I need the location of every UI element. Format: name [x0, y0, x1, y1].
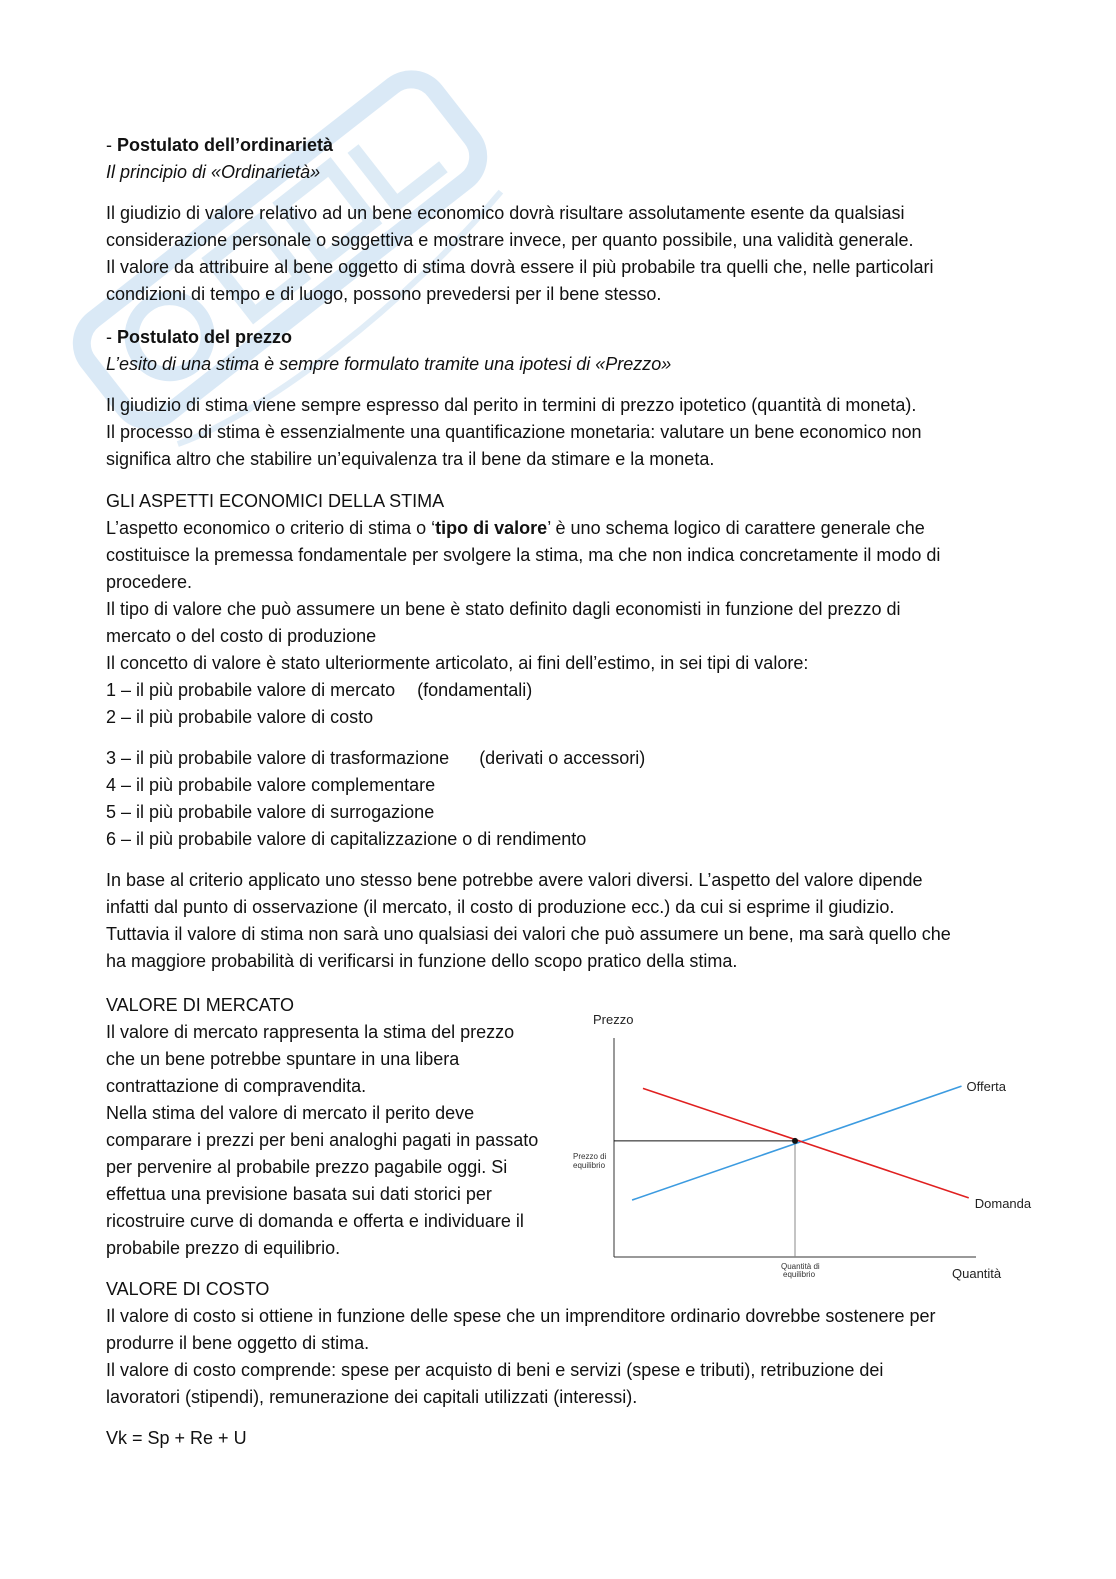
section-heading: VALORE DI MERCATO: [106, 995, 295, 1015]
equilibrium-point: [792, 1138, 798, 1144]
paragraph-line: costituisce la premessa fondamentale per svolgere la stima, ma che non indica concretamente il modo di: [106, 545, 941, 565]
paragraph-line: Il processo di stima è essenzialmente una quantificazione monetaria: valutare un bene economico non: [106, 422, 922, 442]
series-label-domanda: Domanda: [974, 1195, 1032, 1211]
section-valore-costo: [106, 1276, 1006, 1452]
section-heading: GLI ASPETTI ECONOMICI DELLA STIMA: [106, 491, 445, 511]
equilibrium-price-label: equilibrio: [573, 1161, 606, 1170]
paragraph-line: probabile prezzo di equilibrio.: [106, 1238, 341, 1258]
list-item: 5 – il più probabile valore di surrogazione: [106, 802, 435, 822]
paragraph-line: lavoratori (stipendi), remunerazione dei capitali utilizzati (interessi).: [106, 1387, 638, 1407]
paragraph-line: condizioni di tempo e di luogo, possono prevedersi per il bene stesso.: [106, 284, 662, 304]
paragraph-line: procedere.: [106, 572, 193, 592]
equilibrium-quantity-label: Quantità di: [781, 1262, 820, 1271]
section-ordinarieta: [106, 132, 1006, 308]
paragraph-line: Il valore di mercato rappresenta la stima del prezzo: [106, 1022, 515, 1042]
paragraph-line: considerazione personale o soggettiva e mostrare invece, per quanto possibile, una validità generale.: [106, 230, 914, 250]
paragraph-line: Il giudizio di stima viene sempre espresso dal perito in termini di prezzo ipotetico (quantità di moneta).: [106, 395, 917, 415]
equilibrium-price-label: Prezzo di: [573, 1152, 607, 1161]
paragraph-line: In base al criterio applicato uno stesso bene potrebbe avere valori diversi. L’aspetto del valore dipende: [106, 870, 923, 890]
paragraph-line: infatti dal punto di osservazione (il mercato, il costo di produzione ecc.) da cui si esprime il giudizio.: [106, 897, 895, 917]
section-prezzo: [106, 324, 1006, 473]
paragraph-line: ha maggiore probabilità di verificarsi in funzione dello scopo pratico della stima.: [106, 951, 738, 971]
section-valore-mercato: [106, 992, 566, 1262]
section-title: - Postulato dell’ordinarietà: [106, 135, 334, 155]
paragraph-line: Il valore di costo si ottiene in funzione delle spese che un imprenditore ordinario dovrebbe sostenere per: [106, 1306, 936, 1326]
list-item: 1 – il più probabile valore di mercato (fondamentali): [106, 680, 533, 700]
paragraph-line: Il valore da attribuire al bene oggetto di stima dovrà essere il più probabile tra quelli che, nelle particolari: [106, 257, 934, 277]
paragraph-line: Il tipo di valore che può assumere un bene è stato definito dagli economisti in funzione del prezzo di: [106, 599, 901, 619]
equilibrium-quantity-label: equilibrio: [783, 1270, 816, 1279]
list-item: 4 – il più probabile valore complementare: [106, 775, 436, 795]
paragraph-line: significa altro che stabilire un’equivalenza tra il bene da stimare e la moneta.: [106, 449, 715, 469]
section-aspetti: [106, 488, 1006, 975]
series-label-offerta: Offerta: [966, 1079, 1007, 1095]
paragraph-line: per pervenire al probabile prezzo pagabile oggi. Si: [106, 1157, 508, 1177]
series-line-domanda: [643, 1088, 969, 1198]
section-subtitle: Il principio di «Ordinarietà»: [106, 162, 321, 182]
paragraph-line: produrre il bene oggetto di stima.: [106, 1333, 370, 1353]
list-item: 3 – il più probabile valore di trasformazione (derivati o accessori): [106, 748, 646, 768]
paragraph-line: L’aspetto economico o criterio di stima o ‘tipo di valore’ è uno schema logico di carattere generale che: [106, 518, 925, 538]
y-axis-label: Prezzo: [593, 1012, 634, 1027]
section-heading: VALORE DI COSTO: [106, 1279, 270, 1299]
section-title: - Postulato del prezzo: [106, 327, 293, 347]
list-item: 2 – il più probabile valore di costo: [106, 707, 374, 727]
paragraph-line: Nella stima del valore di mercato il perito deve: [106, 1103, 475, 1123]
paragraph-line: che un bene potrebbe spuntare in una libera: [106, 1049, 460, 1069]
paragraph-line: comparare i prezzi per beni analoghi pagati in passato: [106, 1130, 539, 1150]
supply-demand-chart: [560, 1005, 1032, 1290]
paragraph-line: Tuttavia il valore di stima non sarà uno qualsiasi dei valori che può assumere un bene, ma sarà quello che: [106, 924, 951, 944]
list-item: 6 – il più probabile valore di capitalizzazione o di rendimento: [106, 829, 587, 849]
paragraph-line: mercato o del costo di produzione: [106, 626, 377, 646]
formula: Vk = Sp + Re + U: [106, 1428, 247, 1448]
paragraph-line: contrattazione di compravendita.: [106, 1076, 367, 1096]
section-subtitle: L’esito di una stima è sempre formulato tramite una ipotesi di «Prezzo»: [106, 354, 672, 374]
paragraph-line: effettua una previsione basata sui dati storici per: [106, 1184, 492, 1204]
x-axis-label: Quantità: [952, 1266, 1002, 1281]
paragraph-line: ricostruire curve di domanda e offerta e individuare il: [106, 1211, 524, 1231]
paragraph-line: Il valore di costo comprende: spese per acquisto di beni e servizi (spese e tributi), retribuzione dei: [106, 1360, 884, 1380]
paragraph-line: Il giudizio di valore relativo ad un bene economico dovrà risultare assolutamente esente da qualsiasi: [106, 203, 905, 223]
paragraph-line: Il concetto di valore è stato ulteriormente articolato, ai fini dell’estimo, in sei tipi di valore:: [106, 653, 809, 673]
